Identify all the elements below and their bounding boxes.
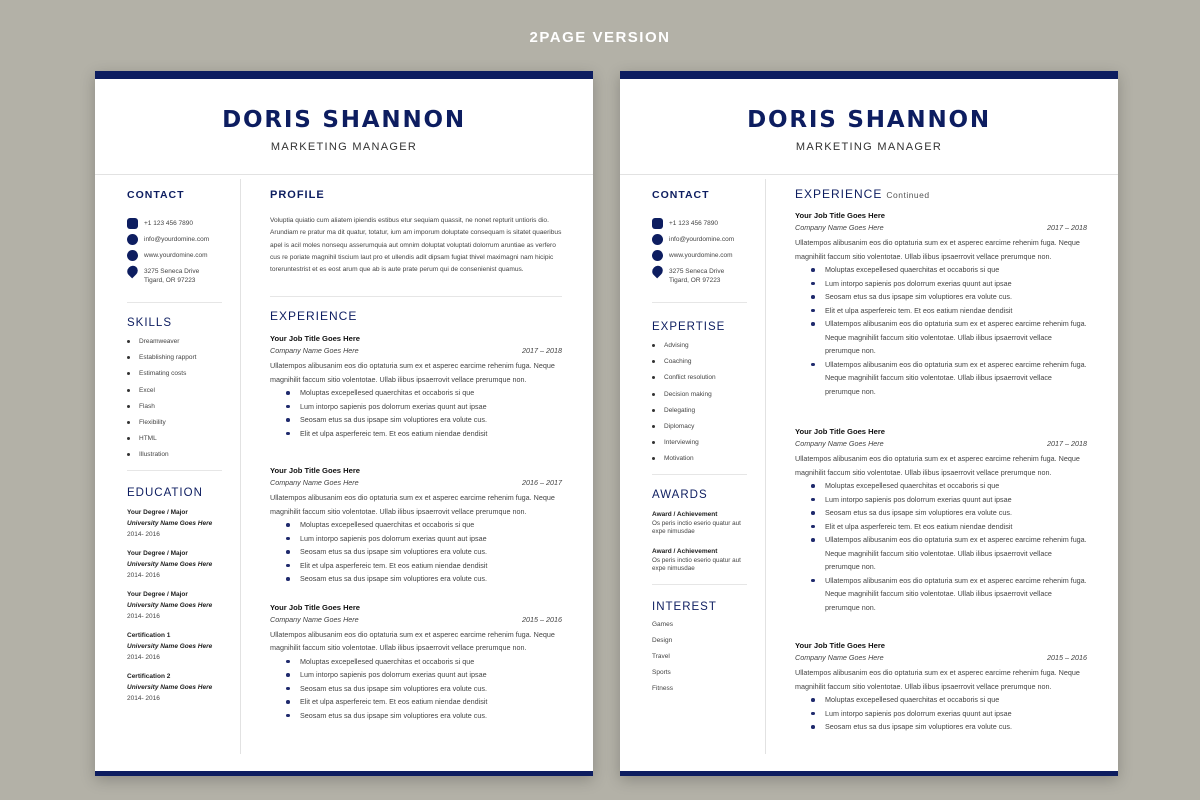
address-line-1: 3275 Seneca Drive [669, 268, 725, 275]
sidebar-divider [127, 302, 222, 303]
contact-phone [127, 218, 227, 234]
profile-heading: PROFILE [270, 189, 325, 201]
skill-item: Illustration [127, 451, 227, 467]
address-line-2: Tigard, OR 97223 [144, 277, 196, 284]
job-bullet: Seosam etus sa dus ipsape sim voluptiores era volute cus. [286, 413, 562, 427]
sidebar-divider [652, 474, 747, 475]
job-company: Company Name Goes Here [270, 346, 359, 356]
job-bullets [811, 479, 1087, 614]
job-bullet: Lum intorpo sapienis pos dolorrum exerias quunt aut ipsae [811, 707, 1087, 721]
person-name: DORIS SHANNON [222, 107, 466, 133]
job-bullets [286, 518, 562, 586]
contact-list [652, 218, 752, 288]
sidebar-divider [652, 302, 747, 303]
resume-page-1 [95, 71, 593, 776]
resume-header [95, 79, 593, 174]
job-years: 2016 – 2017 [522, 478, 562, 488]
interest-item: Sports [652, 669, 671, 677]
award-title: Award / Achievement [652, 510, 718, 518]
job-title: Your Job Title Goes Here [795, 211, 886, 220]
header-divider [95, 174, 593, 175]
expertise-heading: EXPERTISE [652, 321, 726, 333]
expertise-item: Interviewing [652, 439, 752, 455]
globe-icon [127, 250, 138, 261]
job-bullet: Seosam etus sa dus ipsape sim voluptiores era volute cus. [286, 682, 562, 696]
phone-icon [652, 218, 663, 229]
person-role: MARKETING MANAGER [795, 141, 943, 153]
phone-icon [127, 218, 138, 229]
contact-email [127, 234, 227, 250]
job-title: Your Job Title Goes Here [270, 466, 361, 476]
education-school: University Name Goes Here [127, 642, 213, 650]
globe-icon [652, 250, 663, 261]
location-pin-icon [125, 264, 140, 279]
contact-phone-text: +1 123 456 7890 [144, 220, 193, 227]
job-entry [270, 333, 562, 440]
contact-website [652, 250, 752, 266]
job-description: Ullatempos alibusanim eos dio optaturia sum ex et asperec earcime rehenim fuga. Neque magnihilit faccum sitio volentotae. Ullab ilibus ipsaerrovit vellace prerumque non. [795, 454, 1080, 477]
contact-website-text: www.yourdomine.com [669, 252, 733, 259]
job-bullet: Lum intorpo sapienis pos dolorrum exerias quunt aut ipsae [811, 493, 1087, 507]
education-degree: Your Degree / Major [127, 508, 188, 516]
skills-heading: SKILLS [127, 317, 172, 329]
experience-heading: EXPERIENCE [270, 309, 358, 324]
interest-item: Travel [652, 652, 670, 660]
contact-phone-text: +1 123 456 7890 [669, 220, 718, 227]
address-line-1: 3275 Seneca Drive [144, 268, 200, 275]
expertise-item: Conflict resolution [652, 374, 752, 390]
job-meta [270, 477, 562, 488]
interest-item: Design [652, 636, 673, 644]
job-bullet: Elit et ulpa asperfereic tem. Et eos eatium niendae dendisit [286, 559, 562, 573]
job-bullet: Seosam etus sa dus ipsape sim voluptiores era volute cus. [286, 709, 562, 723]
job-entry [270, 602, 562, 723]
job-bullet: Ullatempos alibusanim eos dio optaturia sum ex et asperec earcime rehenim fuga. Neque magnihilit faccum sitio volentotae. Ullab ilibus ipsaerrovit vellace prerumque non. [811, 574, 1087, 615]
job-description: Ullatempos alibusanim eos dio optaturia sum ex et asperec earcime rehenim fuga. Neque magnihilit faccum sitio volentotae. Ullab ilibus ipsaerrovit vellace prerumque non. [795, 668, 1080, 691]
award-item [652, 510, 752, 537]
contact-address [127, 266, 227, 288]
expertise-item: Decision making [652, 391, 752, 407]
job-bullet: Seosam etus sa dus ipsape sim voluptiores era volute cus. [811, 720, 1087, 734]
job-bullet: Elit et ulpa asperfereic tem. Et eos eatium niendae dendisit [286, 427, 562, 441]
education-item [127, 589, 227, 622]
job-company: Company Name Goes Here [795, 439, 884, 448]
resume-header [620, 79, 1118, 174]
skill-item: Excel [127, 387, 227, 403]
expertise-item: Advising [652, 342, 752, 358]
job-bullet: Moluptas excepellesed quaerchitas et occaboris si que [286, 518, 562, 532]
address-line-2: Tigard, OR 97223 [669, 277, 721, 284]
main-divider [270, 296, 562, 297]
education-degree: Certification 2 [127, 672, 171, 680]
job-meta [795, 222, 1087, 233]
education-years: 2014- 2016 [127, 694, 160, 702]
job-bullet: Ullatempos alibusanim eos dio optaturia sum ex et asperec earcime rehenim fuga. Neque magnihilit faccum sitio volentotae. Ullab ilibus ipsaerrovit vellace prerumque non. [811, 358, 1087, 399]
main-column [795, 187, 1087, 734]
education-school: University Name Goes Here [127, 601, 213, 609]
skill-item: HTML [127, 435, 227, 451]
award-description: Os peris inctio eserio quatur aut expe nimusdae [652, 519, 741, 535]
experience-heading [795, 187, 1087, 201]
expertise-item: Delegating [652, 407, 752, 423]
award-item [652, 547, 752, 574]
job-description: Ullatempos alibusanim eos dio optaturia sum ex et asperec earcime rehenim fuga. Neque magnihilit faccum sitio volentotae. Ullab ilibus ipsaerrovit vellace prerumque non. [795, 238, 1080, 261]
education-school: University Name Goes Here [127, 560, 213, 568]
job-title: Your Job Title Goes Here [270, 334, 361, 344]
sidebar [652, 187, 752, 701]
sidebar-divider [652, 584, 747, 585]
job-title: Your Job Title Goes Here [270, 602, 361, 612]
education-years: 2014- 2016 [127, 530, 160, 538]
education-item [127, 507, 227, 540]
job-bullet: Moluptas excepellesed quaerchitas et occaboris si que [811, 479, 1087, 493]
contact-email [652, 234, 752, 250]
contact-email-text: info@yourdomine.com [669, 236, 735, 243]
profile-text: Voluptia quiatio cum aliatem ipiendis estibus etur sequiam quassit, ne nonet repturit untioris dio. Arundiam re pratur ma dit quatur, totatur, ium am imporum doluptate consequam is sitatet quaeribus apel is acil moles nonsequ asserumquia aut omnim doluptat voluptati dolorrum aruntiae as verfero cus re poriate magnihil tiscium laut pro et ullendis adit dipsam fugiat thivel maximagni nam hicipic toreruntestrist et es eost arum que ab is aute prate perum qui de consenienist quamus. [270, 217, 562, 274]
skill-item: Flash [127, 403, 227, 419]
job-meta [795, 438, 1087, 449]
column-divider [240, 179, 241, 754]
job-company: Company Name Goes Here [270, 614, 359, 624]
job-description: Ullatempos alibusanim eos dio optaturia sum ex et asperec earcime rehenim fuga. Neque magnihilit faccum sitio volentotae. Ullab ilibus ipsaerrovit vellace prerumque non. [270, 361, 555, 384]
education-list [127, 507, 227, 704]
job-bullet: Lum intorpo sapienis pos dolorrum exerias quunt aut ipsae [811, 277, 1087, 291]
job-bullet: Lum intorpo sapienis pos dolorrum exerias quunt aut ipsae [286, 668, 562, 682]
job-bullets [286, 655, 562, 723]
education-years: 2014- 2016 [127, 612, 160, 620]
interest-item: Games [652, 620, 673, 628]
job-entry [795, 640, 1087, 734]
education-years: 2014- 2016 [127, 571, 160, 579]
job-entry [270, 465, 562, 586]
job-years: 2017 – 2018 [522, 346, 562, 356]
job-bullets [811, 263, 1087, 398]
job-meta [270, 345, 562, 356]
education-item [127, 671, 227, 704]
skill-item: Estimating costs [127, 370, 227, 386]
job-company: Company Name Goes Here [270, 478, 359, 488]
email-icon [652, 234, 663, 245]
job-years: 2017 – 2018 [1047, 223, 1087, 232]
contact-list [127, 218, 227, 288]
main-column [270, 187, 562, 722]
education-years: 2014- 2016 [127, 653, 160, 661]
resume-page-2 [620, 71, 1118, 776]
job-meta [270, 614, 562, 625]
contact-address-text [669, 266, 724, 285]
award-description: Os peris inctio eserio quatur aut expe nimusdae [652, 556, 741, 572]
expertise-item: Diplomacy [652, 423, 752, 439]
contact-heading: CONTACT [127, 189, 185, 201]
interest-heading: INTEREST [652, 600, 717, 613]
skill-item: Establishing rapport [127, 354, 227, 370]
person-role: MARKETING MANAGER [270, 141, 418, 153]
contact-email-text: info@yourdomine.com [144, 236, 210, 243]
job-description: Ullatempos alibusanim eos dio optaturia sum ex et asperec earcime rehenim fuga. Neque magnihilit faccum sitio volentotae. Ullab ilibus ipsaerrovit vellace prerumque non. [270, 493, 555, 516]
job-entry [795, 426, 1087, 614]
contact-address [652, 266, 752, 288]
job-bullet: Ullatempos alibusanim eos dio optaturia sum ex et asperec earcime rehenim fuga. Neque magnihilit faccum sitio volentotae. Ullab ilibus ipsaerrovit vellace prerumque non. [811, 533, 1087, 574]
awards-heading: AWARDS [652, 488, 708, 501]
contact-address-text [144, 266, 199, 285]
interest-item: Fitness [652, 685, 673, 693]
contact-website [127, 250, 227, 266]
expertise-item: Motivation [652, 455, 752, 471]
page-footer-bar [620, 771, 1118, 776]
expertise-item: Coaching [652, 358, 752, 374]
header-divider [620, 174, 1118, 175]
job-bullet: Elit et ulpa asperfereic tem. Et eos eatium niendae dendisit [286, 695, 562, 709]
education-item [127, 548, 227, 581]
job-bullet: Moluptas excepellesed quaerchitas et occaboris si que [811, 263, 1087, 277]
person-name: DORIS SHANNON [747, 107, 991, 133]
job-years: 2015 – 2016 [522, 614, 562, 624]
job-bullet: Seosam etus sa dus ipsape sim voluptiores era volute cus. [286, 545, 562, 559]
job-bullets [811, 693, 1087, 734]
job-bullet: Elit et ulpa asperfereic tem. Et eos eatium niendae dendisit [811, 520, 1087, 534]
job-bullet: Moluptas excepellesed quaerchitas et occaboris si que [811, 693, 1087, 707]
page-banner: 2PAGE VERSION [529, 29, 671, 46]
job-company: Company Name Goes Here [795, 223, 884, 232]
award-title: Award / Achievement [652, 547, 718, 555]
job-description: Ullatempos alibusanim eos dio optaturia sum ex et asperec earcime rehenim fuga. Neque magnihilit faccum sitio volentotae. Ullab ilibus ipsaerrovit vellace prerumque non. [270, 629, 555, 653]
education-heading: EDUCATION [127, 486, 203, 499]
interest-list [652, 621, 752, 702]
education-item [127, 630, 227, 663]
experience-heading-text: EXPERIENCE [795, 187, 883, 201]
job-bullet: Moluptas excepellesed quaerchitas et occaboris si que [286, 655, 562, 669]
job-bullet: Lum intorpo sapienis pos dolorrum exerias quunt aut ipsae [286, 532, 562, 546]
skill-item: Dreamweaver [127, 338, 227, 354]
sidebar-divider [127, 470, 222, 471]
job-bullet: Seosam etus sa dus ipsape sim voluptiores era volute cus. [286, 572, 562, 586]
job-meta [795, 652, 1087, 663]
job-bullet: Ullatempos alibusanim eos dio optaturia sum ex et asperec earcime rehenim fuga. Neque magnihilit faccum sitio volentotae. Ullab ilibus ipsaerrovit vellace prerumque non. [811, 317, 1087, 358]
job-bullet: Lum intorpo sapienis pos dolorrum exerias quunt aut ipsae [286, 400, 562, 414]
email-icon [127, 234, 138, 245]
job-years: 2017 – 2018 [1047, 439, 1087, 448]
education-degree: Certification 1 [127, 631, 171, 639]
page-footer-bar [95, 771, 593, 776]
job-bullets [286, 386, 562, 440]
job-bullet: Elit et ulpa asperfereic tem. Et eos eatium niendae dendisit [811, 304, 1087, 318]
sidebar [127, 187, 227, 712]
contact-heading: CONTACT [652, 189, 710, 201]
education-school: University Name Goes Here [127, 683, 213, 691]
job-years: 2015 – 2016 [1047, 653, 1087, 662]
job-company: Company Name Goes Here [795, 653, 884, 662]
job-title: Your Job Title Goes Here [795, 427, 886, 436]
education-degree: Your Degree / Major [127, 590, 188, 598]
expertise-list [652, 342, 752, 472]
job-title: Your Job Title Goes Here [795, 641, 886, 650]
contact-phone [652, 218, 752, 234]
location-pin-icon [650, 264, 665, 279]
education-school: University Name Goes Here [127, 519, 213, 527]
continued-label: Continued [886, 190, 930, 200]
job-entry [795, 210, 1087, 398]
awards-list [652, 510, 752, 574]
job-bullet: Seosam etus sa dus ipsape sim voluptiores era volute cus. [811, 506, 1087, 520]
column-divider [765, 179, 766, 754]
skills-list [127, 338, 227, 468]
contact-website-text: www.yourdomine.com [144, 252, 208, 259]
education-degree: Your Degree / Major [127, 549, 188, 557]
skill-item: Flexibility [127, 419, 227, 435]
job-bullet: Seosam etus sa dus ipsape sim voluptiores era volute cus. [811, 290, 1087, 304]
job-bullet: Moluptas excepellesed quaerchitas et occaboris si que [286, 386, 562, 400]
